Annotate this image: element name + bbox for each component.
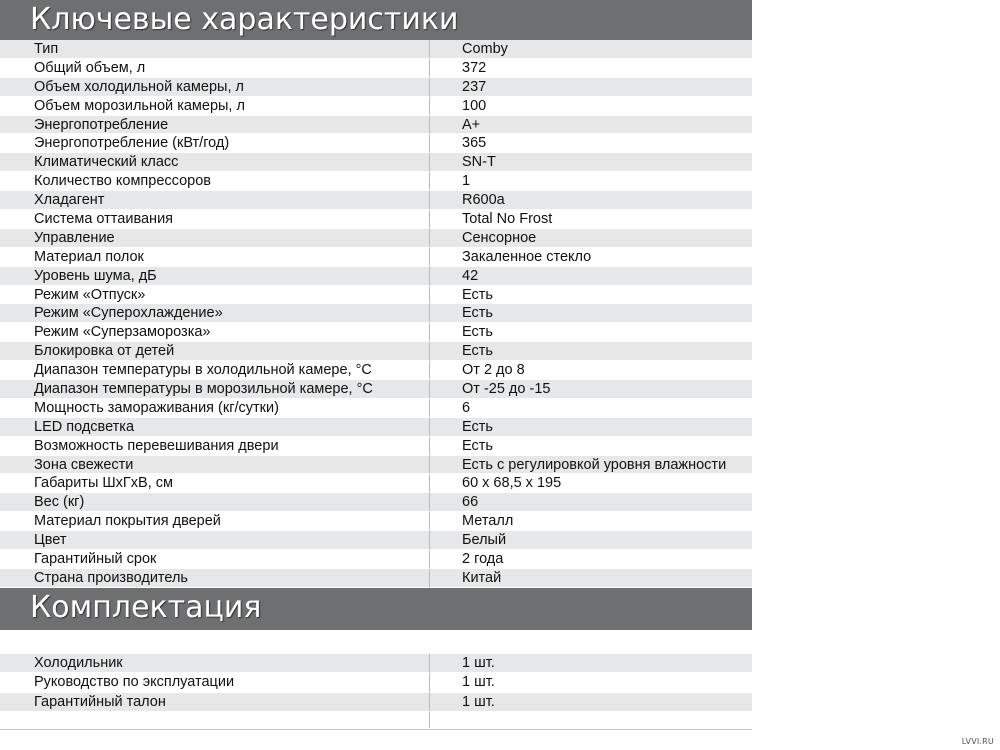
row-value: Есть с регулировкой уровня влажности: [462, 456, 727, 473]
spec-row: [0, 399, 752, 418]
row-label: Руководство по эксплуатации: [0, 673, 430, 691]
row-label: Хладагент: [0, 191, 430, 209]
spec-row: [0, 380, 752, 399]
empty-cell: [430, 712, 752, 728]
row-label: Тип: [0, 40, 430, 58]
row-value: A+: [462, 116, 481, 133]
row-label: Габариты ШхГхВ, см: [0, 474, 430, 492]
row-label: Диапазон температуры в морозильной камере, °C: [0, 380, 430, 398]
empty-cell: [0, 712, 430, 728]
row-value: 60 х 68,5 х 195: [462, 475, 562, 492]
row-label: Гарантийный талон: [0, 693, 430, 711]
row-value: Total No Frost: [462, 211, 553, 228]
spec-row: [0, 474, 752, 493]
empty-row: [0, 712, 752, 729]
spec-row: [0, 59, 752, 78]
spec-row: [0, 342, 752, 361]
package-table-spacer: [0, 630, 752, 654]
row-label: Уровень шума, дБ: [0, 267, 430, 285]
spec-row: [0, 248, 752, 267]
spec-row: [0, 267, 752, 286]
row-label: Зона свежести: [0, 456, 430, 474]
spec-row: [0, 97, 752, 116]
row-label: Климатический класс: [0, 153, 430, 171]
spec-row: [0, 361, 752, 380]
row-value: 372: [462, 59, 487, 76]
row-label: Материал покрытия дверей: [0, 512, 430, 530]
spec-row: [0, 456, 752, 475]
row-label: Вес (кг): [0, 493, 430, 511]
row-label: Энергопотребление: [0, 116, 430, 134]
row-label: Цвет: [0, 531, 430, 549]
spec-row: [0, 153, 752, 172]
row-value: Есть: [462, 437, 493, 454]
row-value: 1 шт.: [462, 674, 495, 691]
row-label: Система оттаивания: [0, 210, 430, 228]
row-value: 237: [462, 78, 487, 95]
row-value: 2 года: [462, 551, 504, 568]
row-label: Общий объем, л: [0, 59, 430, 77]
row-label: Страна производитель: [0, 569, 430, 587]
spec-row: [0, 418, 752, 437]
site-watermark: LVVI.RU: [961, 737, 994, 746]
spec-row: [0, 116, 752, 135]
row-value: 6: [462, 399, 471, 416]
row-value: 365: [462, 135, 487, 152]
spec-row: [0, 172, 752, 191]
package-table: [0, 654, 752, 730]
row-label: Количество компрессоров: [0, 172, 430, 190]
row-label: Материал полок: [0, 248, 430, 266]
row-label: Гарантийный срок: [0, 550, 430, 568]
row-value: От 2 до 8: [462, 362, 525, 379]
spec-row: [0, 78, 752, 97]
row-value: Сенсорное: [462, 229, 537, 246]
row-value: 1 шт.: [462, 693, 495, 710]
row-value: SN-T: [462, 154, 496, 171]
specs-section-title: Ключевые характеристики: [0, 0, 752, 40]
row-value: Есть: [462, 418, 493, 435]
row-value: От -25 до -15: [462, 381, 551, 398]
row-value: Китай: [462, 569, 502, 586]
row-value: Есть: [462, 324, 493, 341]
row-label: Объем морозильной камеры, л: [0, 97, 430, 115]
spec-row: [0, 569, 752, 588]
spec-row: [0, 512, 752, 531]
row-value: Металл: [462, 513, 514, 530]
row-label: LED подсветка: [0, 418, 430, 436]
row-value: 1 шт.: [462, 654, 495, 671]
spec-row: [0, 191, 752, 210]
row-label: Управление: [0, 229, 430, 247]
row-label: Холодильник: [0, 654, 430, 672]
spec-row: [0, 437, 752, 456]
row-value: Есть: [462, 343, 493, 360]
spec-row: [0, 229, 752, 248]
spec-row: [0, 323, 752, 342]
package-row: [0, 673, 752, 692]
package-row: [0, 654, 752, 673]
spec-row: [0, 550, 752, 569]
package-section-title: Комплектация: [0, 588, 752, 630]
row-value: Есть: [462, 286, 493, 303]
row-label: Режим «Суперзаморозка»: [0, 323, 430, 341]
spec-row: [0, 304, 752, 323]
row-label: Объем холодильной камеры, л: [0, 78, 430, 96]
row-label: Режим «Суперохлаждение»: [0, 304, 430, 322]
spec-row: [0, 493, 752, 512]
specs-table: [0, 40, 752, 588]
row-value: Белый: [462, 532, 507, 549]
row-value: 42: [462, 267, 479, 284]
row-value: R600a: [462, 192, 505, 209]
spec-row: [0, 40, 752, 59]
row-label: Мощность замораживания (кг/сутки): [0, 399, 430, 417]
row-value: Закаленное стекло: [462, 248, 592, 265]
row-value: 1: [462, 173, 471, 190]
spec-row: [0, 210, 752, 229]
spec-row: [0, 531, 752, 550]
row-label: Энергопотребление (кВт/год): [0, 134, 430, 152]
row-value: 100: [462, 97, 487, 114]
spec-row: [0, 134, 752, 153]
row-label: Диапазон температуры в холодильной камере, °C: [0, 361, 430, 379]
row-label: Режим «Отпуск»: [0, 286, 430, 304]
row-value: 66: [462, 494, 479, 511]
row-value: Есть: [462, 305, 493, 322]
row-value: Comby: [462, 41, 508, 57]
table-bottom-rule: [0, 729, 752, 730]
package-row: [0, 693, 752, 712]
spec-row: [0, 286, 752, 305]
row-label: Возможность перевешивания двери: [0, 437, 430, 455]
row-label: Блокировка от детей: [0, 342, 430, 360]
